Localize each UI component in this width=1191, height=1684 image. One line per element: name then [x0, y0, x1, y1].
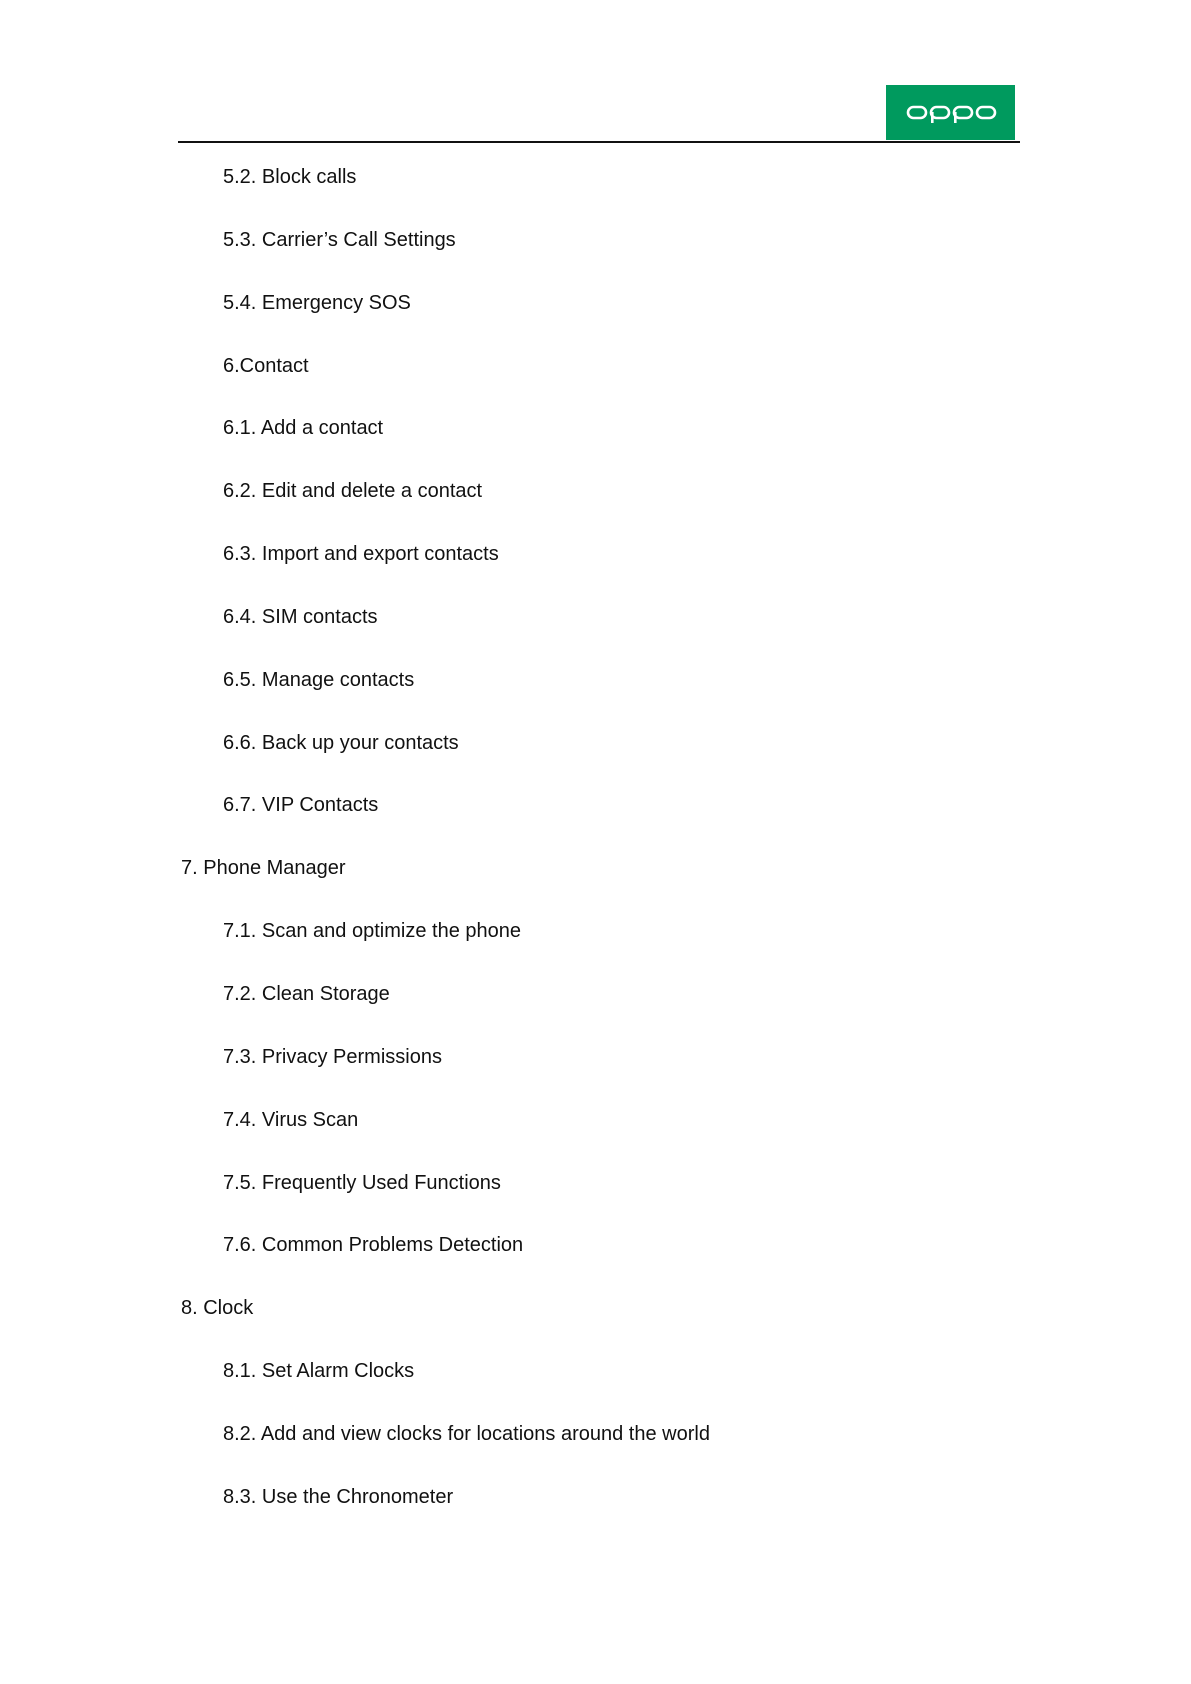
toc-entry-label: 7. Phone Manager: [181, 857, 346, 880]
toc-entry: [0, 1230, 1191, 1293]
toc-entry-label: 8.1. Set Alarm Clocks: [223, 1360, 415, 1383]
toc-entry-label: 5.4. Emergency SOS: [223, 291, 411, 314]
toc-entry-label: 6.4. SIM contacts: [223, 605, 378, 628]
toc-entry: [0, 979, 1191, 1042]
toc-entry: [0, 162, 1191, 225]
toc-entry-label: 6.7. VIP Contacts: [223, 794, 379, 817]
toc-entry: [0, 539, 1191, 602]
toc-entry: [0, 1356, 1191, 1419]
toc-entry-label: 6.Contact: [223, 354, 309, 377]
toc-entry: [0, 602, 1191, 665]
oppo-logo: [886, 85, 1015, 140]
toc-entry: [0, 728, 1191, 791]
toc-entry-label: 6.2. Edit and delete a contact: [223, 480, 483, 503]
toc-entry-label: 7.3. Privacy Permissions: [223, 1045, 442, 1068]
oppo-logo-mark: [886, 85, 1015, 140]
toc-entry: [0, 225, 1191, 288]
toc-entry: [0, 1105, 1191, 1168]
toc-entry-label: 8.3. Use the Chronometer: [223, 1485, 454, 1508]
toc-entry: [0, 916, 1191, 979]
toc-entry: [0, 1419, 1191, 1482]
toc-entry-label: 7.6. Common Problems Detection: [223, 1234, 524, 1257]
toc-entry-label: 6.6. Back up your contacts: [223, 731, 459, 754]
toc-entry: [0, 1042, 1191, 1105]
toc-entry-label: 6.5. Manage contacts: [223, 668, 415, 691]
table-of-contents: [0, 162, 1191, 1545]
toc-entry: [0, 1482, 1191, 1545]
toc-entry-label: 7.5. Frequently Used Functions: [223, 1171, 501, 1194]
toc-entry: [0, 665, 1191, 728]
toc-entry: [0, 413, 1191, 476]
toc-entry: [0, 790, 1191, 853]
toc-entry-label: 8.2. Add and view clocks for locations around the world: [223, 1422, 710, 1445]
toc-entry-label: 8. Clock: [181, 1297, 254, 1320]
toc-entry-label: 5.2. Block calls: [223, 166, 357, 188]
toc-entry: [0, 1293, 1191, 1356]
toc-entry: [0, 853, 1191, 916]
toc-entry: [0, 476, 1191, 539]
toc-entry: [0, 1168, 1191, 1231]
toc-entry-label: 7.1. Scan and optimize the phone: [223, 920, 521, 943]
toc-entry-label: 5.3. Carrier’s Call Settings: [223, 228, 456, 251]
toc-entry-label: 6.1. Add a contact: [223, 417, 384, 440]
toc-entry-label: 7.2. Clean Storage: [223, 982, 390, 1005]
toc-entry: [0, 288, 1191, 351]
header-rule: [178, 141, 1020, 143]
toc-entry-label: 6.3. Import and export contacts: [223, 543, 499, 566]
toc-entry: [0, 351, 1191, 414]
toc-entry-label: 7.4. Virus Scan: [223, 1108, 359, 1131]
